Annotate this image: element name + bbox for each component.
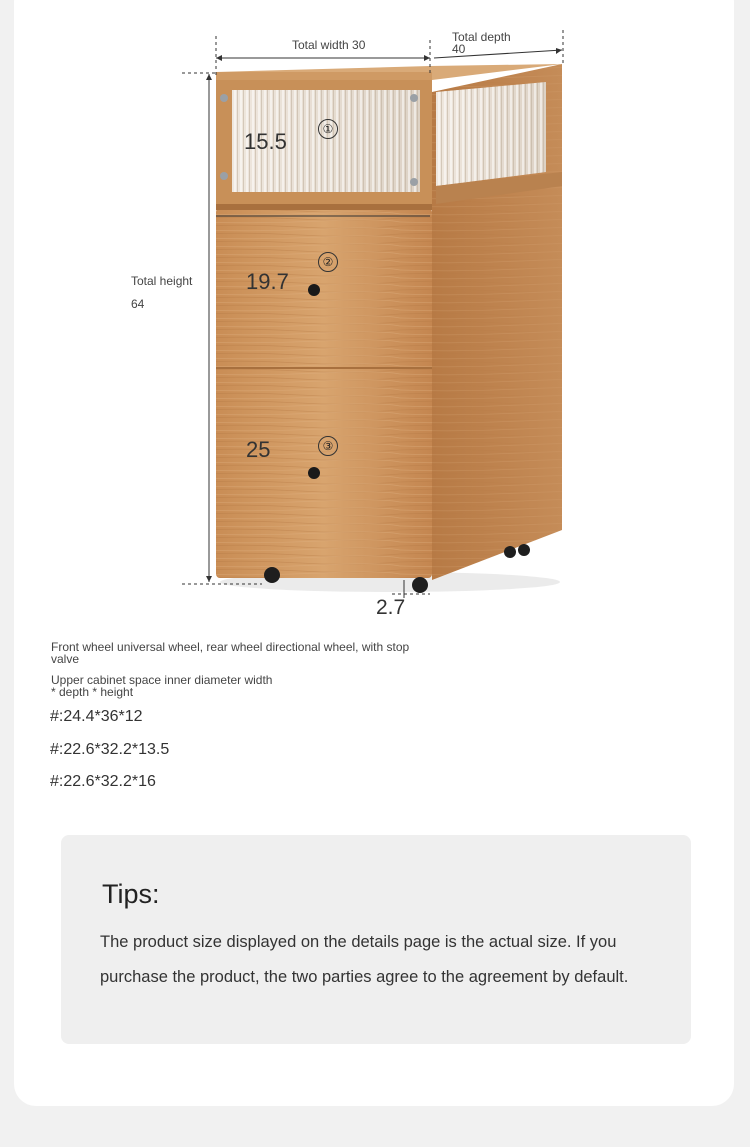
- space-note-line2: * depth * height: [51, 685, 134, 699]
- drawer3-height: 25: [246, 437, 271, 462]
- total-width-label: Total width 30: [292, 38, 366, 52]
- marker-1: ①: [318, 119, 338, 139]
- drawer1-height: 15.5: [244, 129, 287, 154]
- tips-box: [61, 835, 691, 1044]
- tips-text: The product size displayed on the details page is the actual size. If you purchase the product, the two parties agree to the agreement by default.: [100, 933, 629, 986]
- spec-line: #:22.6*32.2*16: [50, 773, 156, 790]
- total-depth-value: 40: [452, 42, 466, 56]
- space-note-line1: Upper cabinet space inner diameter width: [51, 673, 273, 687]
- drawer2-height: 19.7: [246, 269, 289, 294]
- wheel-height: 2.7: [376, 596, 406, 619]
- total-depth-label: Total depth: [452, 30, 511, 44]
- marker-2: ②: [318, 252, 338, 272]
- wheel-note: Front wheel universal wheel, rear wheel directional wheel, with stop valve: [51, 640, 410, 666]
- spec-line: #:24.4*36*12: [50, 708, 143, 725]
- spec-line: #:22.6*32.2*13.5: [50, 741, 170, 758]
- total-height-label: Total height: [131, 274, 193, 288]
- marker-3: ③: [318, 436, 338, 456]
- tips-title: Tips:: [102, 879, 160, 909]
- total-height-value: 64: [131, 297, 145, 311]
